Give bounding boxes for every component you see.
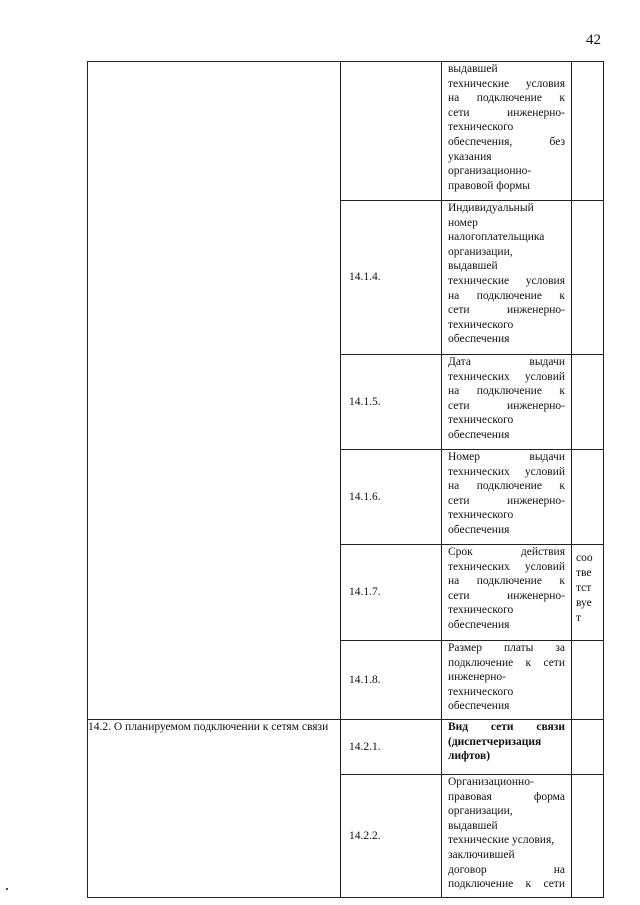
description-line: Номер выдачи — [448, 451, 565, 463]
description-line: обеспечения — [448, 428, 510, 441]
row-status — [572, 775, 604, 898]
description-line: технического — [448, 121, 514, 134]
row-status — [572, 545, 604, 641]
row-status — [572, 62, 604, 201]
row-status — [572, 201, 604, 355]
row-description — [442, 62, 572, 201]
description-line: организации, — [448, 805, 513, 818]
row-code: 14.1.7. — [341, 545, 442, 641]
description-line: договор на — [448, 863, 565, 876]
status-line: тве — [576, 567, 592, 579]
description-line: сети инженерно- — [448, 589, 565, 602]
description-line: на подключение к — [448, 289, 565, 302]
description-line: налогоплательщика — [448, 231, 545, 244]
description-line: сети инженерно- — [448, 399, 565, 412]
description-line: Организационно- — [448, 776, 534, 788]
description-line: Срок действия — [448, 546, 565, 558]
page-number: 42 — [586, 32, 601, 48]
description-line: технических условий — [448, 560, 565, 573]
row-code: 14.2.1. — [341, 720, 442, 775]
description-line: обеспечения — [448, 700, 510, 713]
table-row — [88, 720, 604, 775]
description-line: технического — [448, 509, 514, 522]
row-description — [442, 720, 572, 775]
row-status — [572, 355, 604, 450]
description-line: указания — [448, 150, 492, 163]
section-title: 14.2. О планируемом подключении к сетям связи — [88, 720, 341, 898]
description-line: сети инженерно- — [448, 494, 565, 507]
description-line: на подключение к — [448, 385, 565, 398]
description-line: Размер платы за — [448, 642, 565, 654]
description-line: обеспечения, без — [448, 135, 565, 148]
description-line: организации, — [448, 245, 513, 258]
description-line: Индивидуальный — [448, 202, 534, 214]
description-line: сети инженерно- — [448, 304, 565, 317]
description-line: технических условий — [448, 465, 565, 478]
description-line: заключившей — [448, 848, 515, 861]
description-line: технического — [448, 318, 514, 331]
description-line: обеспечения — [448, 618, 510, 631]
description-line: технического — [448, 604, 514, 617]
description-line: обеспечения — [448, 333, 510, 346]
section-cell-14-1 — [88, 62, 341, 720]
description-line: правовой формы — [448, 179, 531, 192]
status-line: т — [576, 612, 582, 624]
row-code — [341, 62, 442, 201]
row-status — [572, 450, 604, 545]
description-line: организационно- — [448, 165, 532, 178]
row-description — [442, 201, 572, 355]
row-code: 14.1.4. — [341, 201, 442, 355]
row-status — [572, 641, 604, 720]
row-description — [442, 355, 572, 450]
description-line: лифтов) — [448, 750, 491, 763]
status-line: вуе — [576, 597, 592, 609]
description-line: обеспечения — [448, 523, 510, 536]
description-line: номер — [448, 216, 478, 229]
row-code: 14.1.5. — [341, 355, 442, 450]
description-line: Дата выдачи — [448, 356, 565, 368]
description-line: правовая форма — [448, 790, 565, 803]
description-line: технического — [448, 685, 514, 698]
description-line: технические условия — [448, 77, 565, 90]
requirements-table — [87, 61, 604, 898]
description-line: инженерно- — [448, 671, 506, 684]
row-description — [442, 545, 572, 641]
row-description — [442, 450, 572, 545]
description-line: Вид сети связи — [448, 721, 565, 733]
row-status — [572, 720, 604, 775]
description-line: технические условия — [448, 274, 565, 287]
description-line: подключение к сети — [448, 656, 565, 669]
row-description — [442, 775, 572, 898]
description-line: выдавшей — [448, 819, 498, 832]
description-line: на подключение к — [448, 92, 565, 105]
description-line: технического — [448, 414, 514, 427]
row-code: 14.1.8. — [341, 641, 442, 720]
description-line: сети инженерно- — [448, 106, 565, 119]
description-line: на подключение к — [448, 575, 565, 588]
row-code: 14.2.2. — [341, 775, 442, 898]
table-row — [88, 62, 604, 201]
description-line: (диспетчеризация — [448, 735, 542, 748]
description-line: выдавшей — [448, 260, 498, 273]
description-line: технических условий — [448, 370, 565, 383]
row-description — [442, 641, 572, 720]
description-line: технические условия, — [448, 834, 555, 847]
description-line: на подключение к — [448, 480, 565, 493]
description-line: подключение к сети — [448, 878, 565, 891]
row-code: 14.1.6. — [341, 450, 442, 545]
status-line: соо — [576, 552, 593, 564]
description-line: выдавшей — [448, 63, 498, 75]
status-line: тст — [576, 582, 592, 594]
scan-speck — [6, 888, 8, 890]
